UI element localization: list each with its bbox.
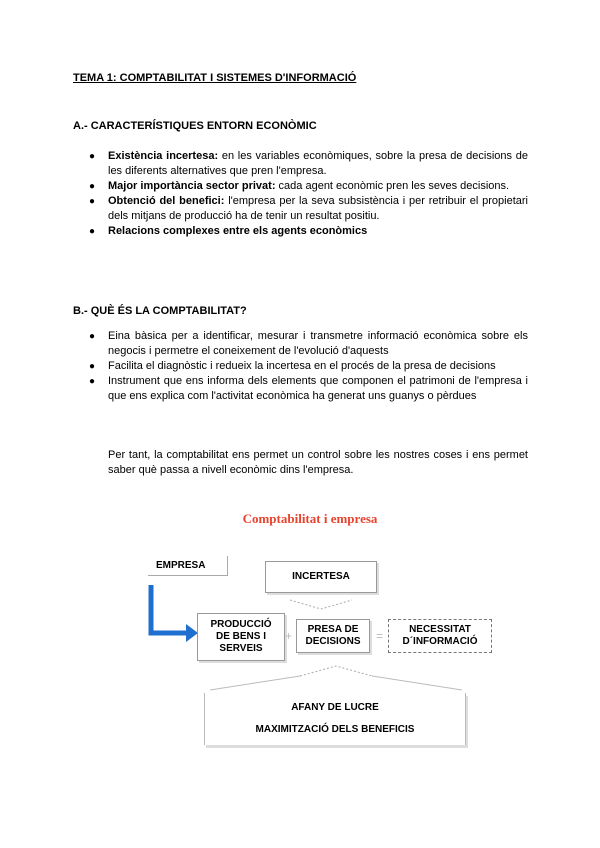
list-item-text: Eina bàsica per a identificar, mesurar i transmetre informació econòmica sobre els negocis i permetre el coneixement de l'evolució d'aquests bbox=[108, 330, 528, 357]
afany-line: AFANY DE LUCRE bbox=[291, 702, 379, 713]
maximitzacio-line: MAXIMITZACIÓ DELS BENEFICIS bbox=[255, 724, 415, 735]
bullet-icon: ● bbox=[89, 361, 96, 372]
list-item bbox=[73, 359, 528, 374]
equals-sign: = bbox=[376, 629, 384, 643]
list-item bbox=[73, 194, 528, 224]
bullet-icon: ● bbox=[89, 181, 96, 192]
list-item-bold: Relacions complexes entre els agents econòmics bbox=[108, 225, 368, 237]
bullet-icon: ● bbox=[89, 331, 96, 342]
section-b-list bbox=[73, 329, 528, 404]
list-item-text: Facilita el diagnòstic i redueix la incertesa en el procés de la presa de decisions bbox=[108, 360, 496, 372]
list-item-bold: Obtenció del benefici: bbox=[108, 195, 225, 207]
list-item-text: en les variables econòmiques, sobre la presa de decisions de les diferents alternatives que pren l'empresa. bbox=[108, 150, 528, 177]
empresa-box: EMPRESA bbox=[148, 556, 228, 576]
presa-line: DECISIONS bbox=[305, 636, 361, 647]
list-item bbox=[73, 179, 528, 194]
bullet-icon: ● bbox=[89, 151, 96, 162]
section-b-heading: B.- QUÈ ÉS LA COMPTABILITAT? bbox=[73, 305, 247, 317]
list-item bbox=[73, 224, 528, 239]
document-title: TEMA 1: COMPTABILITAT I SISTEMES D'INFORMACIÓ bbox=[73, 72, 357, 84]
bullet-icon: ● bbox=[89, 196, 96, 207]
conclusion-paragraph: Per tant, la comptabilitat ens permet un control sobre les nostres coses i ens permet saber què passa a nivell econòmic dins l'empresa. bbox=[108, 449, 528, 476]
necessitat-line: D´INFORMACIÓ bbox=[402, 636, 478, 647]
list-item-text: cada agent econòmic pren les seves decisions. bbox=[275, 180, 510, 192]
section-a-list bbox=[73, 149, 528, 239]
necessitat-line: NECESSITAT bbox=[409, 624, 471, 635]
afany-chevron bbox=[300, 666, 372, 676]
list-item bbox=[73, 374, 528, 404]
list-item bbox=[73, 149, 528, 179]
afany-right-connector bbox=[372, 676, 462, 690]
necessitat-informacio-box bbox=[388, 619, 492, 653]
presa-line: PRESA DE bbox=[307, 624, 359, 635]
plus-sign: + bbox=[285, 629, 293, 643]
incertesa-box: INCERTESA bbox=[265, 561, 377, 593]
bullet-icon: ● bbox=[89, 376, 96, 387]
produccio-box bbox=[197, 613, 285, 661]
list-item-text: Instrument que ens informa dels elements que componen el patrimoni de l'empresa i que ens explica com l'activitat econòmica ha generat uns guanys o pèrdues bbox=[108, 375, 528, 402]
afany-lucre-box bbox=[204, 693, 466, 745]
section-a-heading: A.- CARACTERÍSTIQUES ENTORN ECONÒMIC bbox=[73, 120, 317, 132]
bullet-icon: ● bbox=[89, 226, 96, 237]
afany-left-connector bbox=[210, 676, 300, 690]
presa-decisions-box bbox=[296, 619, 370, 653]
list-item-bold: Major importància sector privat: bbox=[108, 180, 276, 192]
list-item bbox=[73, 329, 528, 359]
accounting-diagram bbox=[130, 505, 490, 750]
incertesa-chevron bbox=[290, 600, 352, 609]
list-item-text: l'empresa per la seva subsistència i per retribuir el propietari dels mitjans de producció ha de tenir un resultat positiu. bbox=[108, 195, 528, 222]
empresa-arrow bbox=[151, 585, 188, 633]
list-item-bold: Existència incertesa: bbox=[108, 150, 219, 162]
produccio-line: SERVEIS bbox=[219, 643, 263, 654]
produccio-line: DE BENS I bbox=[215, 631, 266, 642]
diagram-title: Comptabilitat i empresa bbox=[242, 511, 378, 526]
produccio-line: PRODUCCIÓ bbox=[210, 619, 272, 630]
